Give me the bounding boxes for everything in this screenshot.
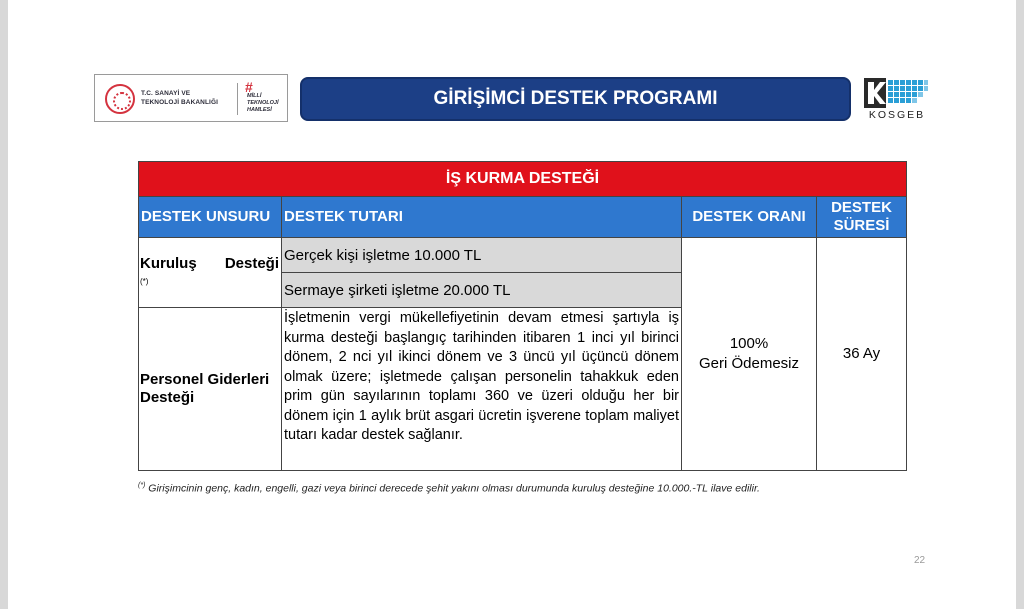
kosgeb-label: KOSGEB: [868, 109, 926, 121]
destegi-word: Desteği: [224, 254, 279, 272]
destek-suresi-value: 36 Ay: [817, 238, 907, 471]
oran-geri-odemesiz: Geri Ödemesiz: [698, 355, 800, 372]
ministry-name: [141, 89, 237, 107]
hashtag-mark: #: [245, 79, 253, 95]
kosgeb-logo-icon: [864, 78, 928, 108]
support-table: [138, 161, 907, 471]
milli-teknoloji-logo: [243, 80, 285, 118]
table-title-row: [139, 162, 907, 197]
footnote-marker: (*): [138, 482, 146, 489]
table-title: İŞ KURMA DESTEĞİ: [139, 162, 907, 197]
table-row: [139, 238, 907, 273]
header-destek-unsuru: DESTEK UNSURU: [139, 197, 282, 238]
header-destek-tutari: DESTEK TUTARI: [282, 197, 682, 238]
destek-orani-value: [682, 238, 817, 471]
sermaye-sirketi-amount: Sermaye şirketi işletme 20.000 TL: [282, 273, 682, 308]
document-page: [8, 0, 1016, 609]
kurulus-destegi-label: [139, 238, 282, 308]
kurulus-word: Kuruluş: [140, 254, 197, 272]
header-destek-suresi: DESTEK SÜRESİ: [817, 197, 907, 238]
header-destek-orani: DESTEK ORANI: [682, 197, 817, 238]
ministry-name-line1: T.C. SANAYİ VE: [141, 90, 191, 97]
table-header-row: [139, 197, 907, 238]
page-number: 22: [914, 555, 926, 566]
milli-teknoloji-line2: TEKNOLOJİ: [247, 100, 279, 106]
ministry-name-line2: TEKNOLOJİ BAKANLIĞI: [141, 99, 219, 106]
logo-divider: [237, 83, 238, 115]
gercek-kisi-amount: Gerçek kişi işletme 10.000 TL: [282, 238, 682, 273]
ministry-logo-box: [94, 74, 288, 122]
footnote-marker: (*): [140, 276, 149, 286]
personel-giderleri-description: İşletmenin vergi mükellefiyetinin devam etmesi şartıyla iş kurma desteği başlangıç tarihinden itibaren 1 inci yıl birinci dönem, 2 nci yıl ikinci dönem ve 3 üncü yıl üçüncü dönem olmak üzere; işletmede çalışan personelin tahakkuk eden prim gün sayılarının toplamı 360 ve üzeri olduğu her bir dönem için 1 aylık brüt asgari ücretin işverene toplam maliyet tutarı kadar destek sağlanır.: [282, 308, 682, 471]
milli-teknoloji-line3: HAMLESİ: [247, 107, 272, 113]
footnote-text: Girişimcinin genç, kadın, engelli, gazi veya birinci derecede şehit yakını olması durumunda kuruluş desteğine 10.000.-TL ilave edilir.: [145, 482, 760, 495]
personel-giderleri-label: Personel Giderleri Desteği: [139, 308, 282, 471]
footnote: [138, 478, 908, 497]
milli-teknoloji-text: [247, 93, 285, 114]
ministry-seal-icon: [105, 84, 135, 114]
milli-teknoloji-line1: MİLLİ: [247, 93, 262, 99]
oran-percent: 100%: [729, 335, 769, 352]
program-title-banner: [300, 77, 851, 121]
program-title: GİRİŞİMCİ DESTEK PROGRAMI: [433, 88, 718, 109]
